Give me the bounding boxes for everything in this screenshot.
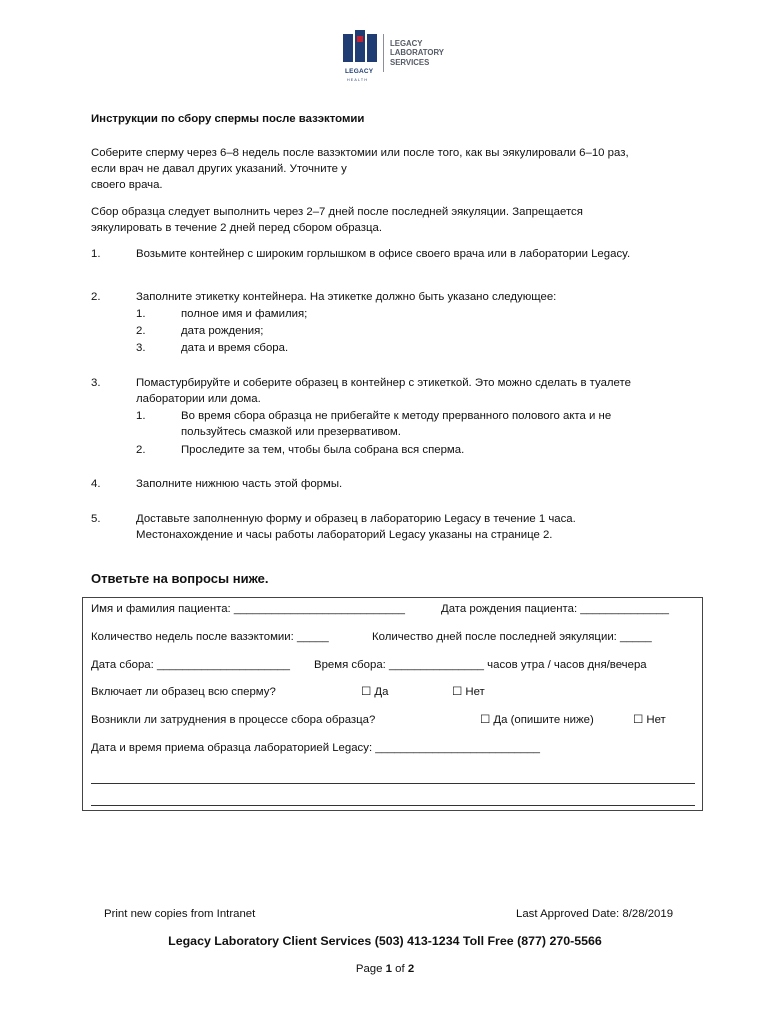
substep-number: 1. (136, 308, 146, 320)
legacy-logo (343, 30, 453, 80)
step-text: Помастурбируйте и соберите образец в контейнер с этикеткой. Это можно сделать в туалете лаборатории или дома. (136, 377, 631, 405)
difficulty-no-checkbox[interactable]: ☐ Нет (633, 714, 666, 726)
note-paragraph: Сбор образца следует выполнить через 2–7 дней после последней эякуляции. Запрещается эякулировать в течение 2 дней перед сбором образца. (91, 206, 583, 234)
logo-subtitle: HEALTH (347, 78, 369, 82)
difficulty-question: Возникли ли затруднения в процессе сбора образца? (91, 714, 376, 726)
logo-divider (383, 34, 384, 72)
substep-number: 3. (136, 342, 146, 354)
substep-text: полное имя и фамилия; (181, 308, 308, 320)
received-field[interactable]: Дата и время приема образца лабораторией Legacy: __________________________ (91, 742, 540, 754)
comment-line[interactable] (91, 805, 695, 806)
step-text: Заполните этикетку контейнера. На этикетке должно быть указано следующее: (136, 291, 557, 303)
comment-line[interactable] (91, 783, 695, 784)
collection-date-field[interactable]: Дата сбора: _____________________ (91, 659, 290, 671)
step-number: 2. (91, 291, 101, 303)
step-number: 4. (91, 478, 101, 490)
footer-contact: Legacy Laboratory Client Services (503) 413-1234 Toll Free (877) 270-5566 (168, 934, 602, 948)
substep-number: 2. (136, 444, 146, 456)
footer-print-note: Print new copies from Intranet (104, 908, 256, 920)
substep-text: дата рождения; (181, 325, 264, 337)
step-number: 5. (91, 513, 101, 525)
page-title: Инструкции по сбору спермы после вазэктомии (91, 113, 365, 125)
intro-paragraph: Соберите сперму через 6–8 недель после вазэктомии или после того, как вы эякулировали 6–10 раз, если врач не давал других указаний. Уточните у своего врача. (91, 147, 629, 191)
difficulty-yes-checkbox[interactable]: ☐ Да (опишите ниже) (480, 714, 594, 726)
collection-time-field[interactable]: Время сбора: _______________ часов утра / часов дня/вечера (314, 659, 647, 671)
substep-number: 1. (136, 410, 146, 422)
patient-name-field[interactable]: Имя и фамилия пациента: ___________________________ (91, 603, 405, 615)
substep-number: 2. (136, 325, 146, 337)
substep-text: Во время сбора образца не прибегайте к методу прерванного полового акта и не пользуйтесь смазкой или презервативом. (181, 410, 612, 438)
step-text: Доставьте заполненную форму и образец в лабораторию Legacy в течение 1 часа. Местонахождение и часы работы лабораторий Legacy указаны на странице 2. (136, 513, 576, 541)
page-number: Page 1 of 2 (355, 963, 415, 975)
substep-text: дата и время сбора. (181, 342, 289, 354)
answer-heading: Ответьте на вопросы ниже. (91, 571, 269, 586)
weeks-after-field[interactable]: Количество недель после вазэктомии: _____ (91, 631, 329, 643)
logo-wordmark: LEGACY (345, 68, 374, 75)
step-number: 1. (91, 248, 101, 260)
all-sample-yes-checkbox[interactable]: ☐ Да (361, 686, 389, 698)
days-after-field[interactable]: Количество дней после последней эякуляции: _____ (372, 631, 652, 643)
step-number: 3. (91, 377, 101, 389)
step-text: Возьмите контейнер с широким горлышком в офисе своего врача или в лаборатории Legacy. (136, 248, 631, 260)
birth-date-field[interactable]: Дата рождения пациента: ______________ (441, 603, 669, 615)
step-text: Заполните нижнюю часть этой формы. (136, 478, 343, 490)
substep-text: Проследите за тем, чтобы была собрана вся сперма. (181, 444, 465, 456)
logo-text: LEGACY LABORATORY SERVICES (390, 39, 444, 67)
all-sample-no-checkbox[interactable]: ☐ Нет (452, 686, 485, 698)
all-sample-question: Включает ли образец всю сперму? (91, 686, 276, 698)
footer-approved-date: Last Approved Date: 8/28/2019 (516, 908, 674, 920)
